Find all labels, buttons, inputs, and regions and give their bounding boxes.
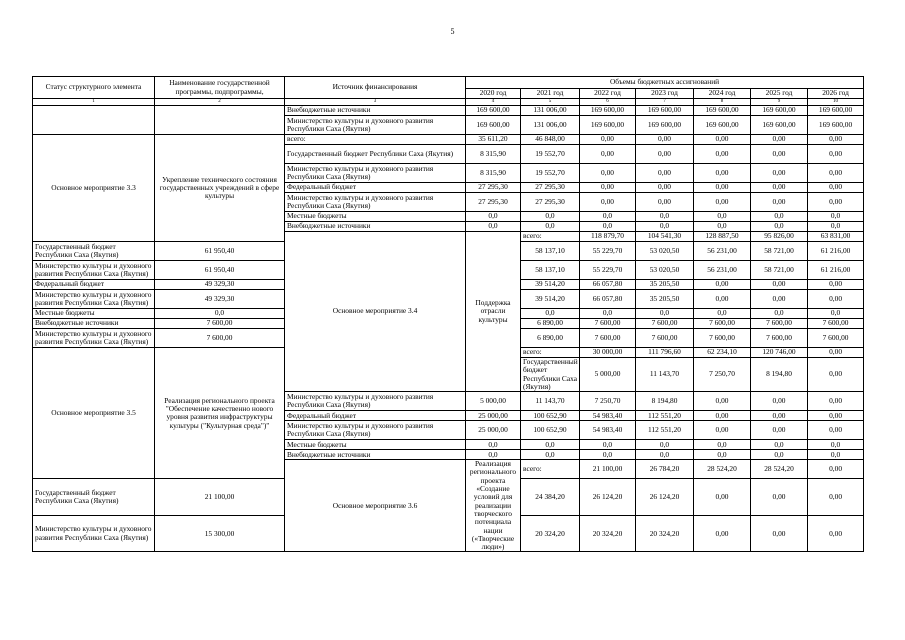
value-cell: 169 600,00 xyxy=(751,116,808,135)
value-cell: 0,0 xyxy=(751,450,808,460)
value-cell: 0,0 xyxy=(521,222,580,232)
value-cell: 0,0 xyxy=(466,440,521,450)
source-cell: Министерство культуры и духовного развития Республики Саха (Якутия) xyxy=(285,116,466,135)
value-cell: 0,00 xyxy=(751,515,808,552)
value-cell: 35 205,50 xyxy=(636,280,694,290)
value-cell: 26 124,20 xyxy=(636,479,694,516)
value-cell: 0,00 xyxy=(694,145,751,164)
header-index: 6 xyxy=(580,99,636,106)
header-status: Статус структурного элемента xyxy=(33,77,155,99)
header-volumes: Объемы бюджетных ассигнований xyxy=(466,77,864,89)
value-cell: 131 006,00 xyxy=(521,106,580,116)
value-cell: 0,0 xyxy=(521,450,580,460)
value-cell: 56 231,00 xyxy=(694,261,751,280)
source-cell: Министерство культуры и духовного развития Республики Саха (Якутия) xyxy=(285,193,466,212)
value-cell: 0,0 xyxy=(580,450,636,460)
value-cell: 0,00 xyxy=(751,290,808,309)
table-row xyxy=(33,135,864,145)
value-cell: 0,00 xyxy=(694,411,751,421)
value-cell: 20 324,20 xyxy=(636,515,694,552)
value-cell: 63 831,00 xyxy=(808,232,864,242)
value-cell: 0,00 xyxy=(808,348,864,358)
value-cell: 0,0 xyxy=(808,450,864,460)
value-cell: 58 721,00 xyxy=(751,261,808,280)
value-cell: 0,0 xyxy=(636,440,694,450)
value-cell: 0,00 xyxy=(694,421,751,440)
value-cell: 0,0 xyxy=(694,309,751,319)
value-cell: 169 600,00 xyxy=(636,116,694,135)
value-cell: 0,00 xyxy=(808,421,864,440)
value-cell: 66 057,80 xyxy=(580,290,636,309)
value-cell: 7 600,00 xyxy=(580,329,636,348)
value-cell: 0,0 xyxy=(580,212,636,222)
value-cell: 20 324,20 xyxy=(580,515,636,552)
value-cell: 169 600,00 xyxy=(466,116,521,135)
value-cell: 58 721,00 xyxy=(751,242,808,261)
value-cell: 0,00 xyxy=(694,515,751,552)
value-cell: 169 600,00 xyxy=(808,116,864,135)
header-index: 2 xyxy=(155,99,285,106)
value-cell: 28 524,20 xyxy=(751,460,808,479)
value-cell: 20 324,20 xyxy=(521,515,580,552)
value-cell: 0,00 xyxy=(808,515,864,552)
value-cell: 7 600,00 xyxy=(155,329,285,348)
source-cell: Федеральный бюджет xyxy=(285,411,466,421)
value-cell: 56 231,00 xyxy=(694,242,751,261)
source-cell: Местные бюджеты xyxy=(285,440,466,450)
value-cell: 0,0 xyxy=(521,212,580,222)
value-cell: 24 384,20 xyxy=(521,479,580,516)
value-cell: 8 194,80 xyxy=(751,358,808,392)
value-cell: 0,0 xyxy=(694,212,751,222)
value-cell: 25 000,00 xyxy=(466,411,521,421)
value-cell: 0,00 xyxy=(808,358,864,392)
header-index: 9 xyxy=(751,99,808,106)
value-cell: 61 216,00 xyxy=(808,261,864,280)
program-cell xyxy=(155,106,285,135)
header-year: 2021 год xyxy=(521,89,580,99)
value-cell: 0,00 xyxy=(694,290,751,309)
value-cell: 169 600,00 xyxy=(694,106,751,116)
value-cell: 0,0 xyxy=(808,212,864,222)
value-cell: 169 600,00 xyxy=(580,116,636,135)
header-source: Источник финансирования xyxy=(285,77,466,99)
value-cell: 39 514,20 xyxy=(521,280,580,290)
source-cell: Государственный бюджет Республики Саха (Якутия) xyxy=(33,242,155,261)
value-cell: 95 826,00 xyxy=(751,232,808,242)
value-cell: 0,0 xyxy=(694,450,751,460)
value-cell: 112 551,20 xyxy=(636,411,694,421)
value-cell: 0,00 xyxy=(808,193,864,212)
value-cell: 7 600,00 xyxy=(636,319,694,329)
value-cell: 0,00 xyxy=(694,183,751,193)
header-year: 2024 год xyxy=(694,89,751,99)
value-cell: 61 216,00 xyxy=(808,242,864,261)
value-cell: 0,0 xyxy=(751,440,808,450)
source-cell: Министерство культуры и духовного развития Республики Саха (Якутия) xyxy=(33,515,155,552)
value-cell: 169 600,00 xyxy=(694,116,751,135)
value-cell: 27 295,30 xyxy=(521,193,580,212)
status-cell: Основное мероприятие 3.6 xyxy=(285,460,466,552)
value-cell: 0,00 xyxy=(751,183,808,193)
value-cell: 0,00 xyxy=(751,164,808,183)
table-body xyxy=(33,106,864,552)
value-cell: 0,0 xyxy=(580,309,636,319)
value-cell: 7 600,00 xyxy=(808,329,864,348)
table-row xyxy=(33,106,864,116)
value-cell: 0,00 xyxy=(808,164,864,183)
value-cell: 0,00 xyxy=(694,392,751,411)
value-cell: 0,00 xyxy=(694,193,751,212)
value-cell: 0,00 xyxy=(580,145,636,164)
source-cell: Государственный бюджет Республики Саха (Якутия) xyxy=(521,358,580,392)
value-cell: 0,0 xyxy=(694,440,751,450)
source-cell: Внебюджетные источники xyxy=(285,450,466,460)
value-cell: 39 514,20 xyxy=(521,290,580,309)
header-index: 10 xyxy=(808,99,864,106)
value-cell: 0,0 xyxy=(580,440,636,450)
value-cell: 0,00 xyxy=(636,193,694,212)
value-cell: 26 124,20 xyxy=(580,479,636,516)
table-header xyxy=(33,77,864,106)
value-cell: 6 890,00 xyxy=(521,329,580,348)
value-cell: 0,0 xyxy=(466,212,521,222)
value-cell: 0,0 xyxy=(694,222,751,232)
value-cell: 0,0 xyxy=(636,309,694,319)
value-cell: 0,00 xyxy=(636,164,694,183)
value-cell: 19 552,70 xyxy=(521,145,580,164)
status-cell: Основное мероприятие 3.4 xyxy=(285,232,466,392)
header-year: 2020 год xyxy=(466,89,521,99)
value-cell: 0,0 xyxy=(808,222,864,232)
source-cell: Министерство культуры и духовного развития Республики Саха (Якутия) xyxy=(285,392,466,411)
value-cell: 0,00 xyxy=(694,135,751,145)
source-cell: Государственный бюджет Республики Саха (Якутия) xyxy=(33,479,155,516)
value-cell: 7 250,70 xyxy=(580,392,636,411)
value-cell: 0,00 xyxy=(808,183,864,193)
value-cell: 118 879,70 xyxy=(580,232,636,242)
value-cell: 0,00 xyxy=(751,193,808,212)
value-cell: 0,00 xyxy=(808,145,864,164)
value-cell: 169 600,00 xyxy=(466,106,521,116)
header-index: 8 xyxy=(694,99,751,106)
status-cell: Основное мероприятие 3.5 xyxy=(33,348,155,479)
value-cell: 35 611,20 xyxy=(466,135,521,145)
source-cell: Внебюджетные источники xyxy=(285,106,466,116)
value-cell: 61 950,40 xyxy=(155,242,285,261)
value-cell: 111 796,60 xyxy=(636,348,694,358)
source-cell: Местные бюджеты xyxy=(33,309,155,319)
program-cell: Реализация регионального проекта "Обеспечение качественно нового уровня развития инфраструктуры культуры ("Культурная среда")" xyxy=(155,348,285,479)
value-cell: 5 000,00 xyxy=(580,358,636,392)
value-cell: 7 600,00 xyxy=(636,329,694,348)
value-cell: 0,00 xyxy=(808,392,864,411)
value-cell: 25 000,00 xyxy=(466,421,521,440)
value-cell: 169 600,00 xyxy=(751,106,808,116)
value-cell: 66 057,80 xyxy=(580,280,636,290)
value-cell: 0,00 xyxy=(751,135,808,145)
value-cell: 0,0 xyxy=(466,222,521,232)
value-cell: 0,00 xyxy=(751,392,808,411)
value-cell: 0,00 xyxy=(751,411,808,421)
source-cell: Внебюджетные источники xyxy=(285,222,466,232)
value-cell: 104 541,30 xyxy=(636,232,694,242)
source-cell: Федеральный бюджет xyxy=(285,183,466,193)
value-cell: 49 329,30 xyxy=(155,280,285,290)
value-cell: 0,0 xyxy=(521,309,580,319)
value-cell: 55 229,70 xyxy=(580,261,636,280)
value-cell: 5 000,00 xyxy=(466,392,521,411)
value-cell: 11 143,70 xyxy=(521,392,580,411)
source-cell: Внебюджетные источники xyxy=(33,319,155,329)
value-cell: 53 020,50 xyxy=(636,242,694,261)
value-cell: 0,0 xyxy=(636,212,694,222)
header-year: 2026 год xyxy=(808,89,864,99)
value-cell: 26 784,20 xyxy=(636,460,694,479)
page-number: 5 xyxy=(450,27,455,36)
value-cell: 8 194,80 xyxy=(636,392,694,411)
value-cell: 7 600,00 xyxy=(694,319,751,329)
value-cell: 7 600,00 xyxy=(751,329,808,348)
value-cell: 0,00 xyxy=(751,145,808,164)
value-cell: 0,00 xyxy=(580,164,636,183)
value-cell: 27 295,30 xyxy=(466,193,521,212)
value-cell: 0,0 xyxy=(636,450,694,460)
value-cell: 61 950,40 xyxy=(155,261,285,280)
value-cell: 0,0 xyxy=(636,222,694,232)
value-cell: 0,00 xyxy=(808,460,864,479)
value-cell: 0,00 xyxy=(751,421,808,440)
value-cell: 0,00 xyxy=(808,290,864,309)
value-cell: 0,0 xyxy=(521,440,580,450)
value-cell: 62 234,10 xyxy=(694,348,751,358)
value-cell: 27 295,30 xyxy=(466,183,521,193)
value-cell: 0,00 xyxy=(636,135,694,145)
value-cell: 0,00 xyxy=(580,135,636,145)
budget-table xyxy=(32,76,864,552)
header-year: 2023 год xyxy=(636,89,694,99)
value-cell: 28 524,20 xyxy=(694,460,751,479)
value-cell: 100 652,90 xyxy=(521,411,580,421)
value-cell: 0,00 xyxy=(808,479,864,516)
value-cell: 128 887,50 xyxy=(694,232,751,242)
value-cell: 120 746,00 xyxy=(751,348,808,358)
value-cell: 0,0 xyxy=(751,309,808,319)
status-cell xyxy=(33,106,155,135)
value-cell: 15 300,00 xyxy=(155,515,285,552)
source-cell: всего: xyxy=(521,460,580,479)
value-cell: 0,0 xyxy=(751,212,808,222)
value-cell: 169 600,00 xyxy=(580,106,636,116)
value-cell: 21 100,00 xyxy=(580,460,636,479)
header-index: 3 xyxy=(285,99,466,106)
value-cell: 0,00 xyxy=(580,183,636,193)
value-cell: 46 848,00 xyxy=(521,135,580,145)
value-cell: 7 600,00 xyxy=(808,319,864,329)
value-cell: 35 205,50 xyxy=(636,290,694,309)
value-cell: 19 552,70 xyxy=(521,164,580,183)
value-cell: 0,0 xyxy=(466,450,521,460)
value-cell: 112 551,20 xyxy=(636,421,694,440)
source-cell: Министерство культуры и духовного развития Республики Саха (Якутия) xyxy=(285,421,466,440)
header-index: 5 xyxy=(521,99,580,106)
value-cell: 0,0 xyxy=(155,309,285,319)
source-cell: всего: xyxy=(521,232,580,242)
status-cell: Основное мероприятие 3.3 xyxy=(33,135,155,242)
header-program: Наименование государственной программы, подпрограммы, xyxy=(155,77,285,99)
value-cell: 0,00 xyxy=(694,479,751,516)
value-cell: 58 137,10 xyxy=(521,242,580,261)
source-cell: Государственный бюджет Республики Саха (Якутия) xyxy=(285,145,466,164)
value-cell: 0,00 xyxy=(694,164,751,183)
value-cell: 0,00 xyxy=(808,280,864,290)
value-cell: 0,00 xyxy=(751,280,808,290)
source-cell: Министерство культуры и духовного развития Республики Саха (Якутия) xyxy=(33,290,155,309)
source-cell: Местные бюджеты xyxy=(285,212,466,222)
value-cell: 0,0 xyxy=(808,440,864,450)
header-year: 2022 год xyxy=(580,89,636,99)
value-cell: 0,00 xyxy=(580,193,636,212)
value-cell: 21 100,00 xyxy=(155,479,285,516)
value-cell: 27 295,30 xyxy=(521,183,580,193)
value-cell: 100 652,90 xyxy=(521,421,580,440)
value-cell: 0,0 xyxy=(580,222,636,232)
value-cell: 7 600,00 xyxy=(751,319,808,329)
value-cell: 131 006,00 xyxy=(521,116,580,135)
value-cell: 0,0 xyxy=(751,222,808,232)
value-cell: 53 020,50 xyxy=(636,261,694,280)
header-index: 7 xyxy=(636,99,694,106)
value-cell: 54 983,40 xyxy=(580,411,636,421)
header-year: 2025 год xyxy=(751,89,808,99)
program-cell: Укрепление технического состояния государственных учреждений в сфере культуры xyxy=(155,135,285,242)
source-cell: Федеральный бюджет xyxy=(33,280,155,290)
program-cell: Поддержка отрасли культуры xyxy=(466,232,521,392)
value-cell: 7 600,00 xyxy=(580,319,636,329)
value-cell: 0,00 xyxy=(808,411,864,421)
value-cell: 0,0 xyxy=(808,309,864,319)
program-cell: Реализация регионального проекта «Создание условий для реализации творческого потенциала нации («Творческие люди») xyxy=(466,460,521,552)
value-cell: 49 329,30 xyxy=(155,290,285,309)
value-cell: 0,00 xyxy=(636,145,694,164)
value-cell: 7 250,70 xyxy=(694,358,751,392)
source-cell: Министерство культуры и духовного развития Республики Саха (Якутия) xyxy=(33,261,155,280)
value-cell: 11 143,70 xyxy=(636,358,694,392)
value-cell: 0,00 xyxy=(694,280,751,290)
value-cell: 0,00 xyxy=(808,135,864,145)
value-cell: 58 137,10 xyxy=(521,261,580,280)
value-cell: 7 600,00 xyxy=(694,329,751,348)
header-index-row xyxy=(33,99,864,106)
source-cell: всего: xyxy=(521,348,580,358)
value-cell: 54 983,40 xyxy=(580,421,636,440)
value-cell: 30 000,00 xyxy=(580,348,636,358)
header-index: 4 xyxy=(466,99,521,106)
source-cell: Министерство культуры и духовного развития Республики Саха (Якутия) xyxy=(33,329,155,348)
value-cell: 169 600,00 xyxy=(808,106,864,116)
header-index: 1 xyxy=(33,99,155,106)
value-cell: 7 600,00 xyxy=(155,319,285,329)
source-cell: Министерство культуры и духовного развития Республики Саха (Якутия) xyxy=(285,164,466,183)
value-cell: 0,00 xyxy=(636,183,694,193)
source-cell: всего: xyxy=(285,135,466,145)
value-cell: 6 890,00 xyxy=(521,319,580,329)
value-cell: 169 600,00 xyxy=(636,106,694,116)
value-cell: 55 229,70 xyxy=(580,242,636,261)
value-cell: 0,00 xyxy=(751,479,808,516)
value-cell: 8 315,90 xyxy=(466,164,521,183)
value-cell: 8 315,90 xyxy=(466,145,521,164)
